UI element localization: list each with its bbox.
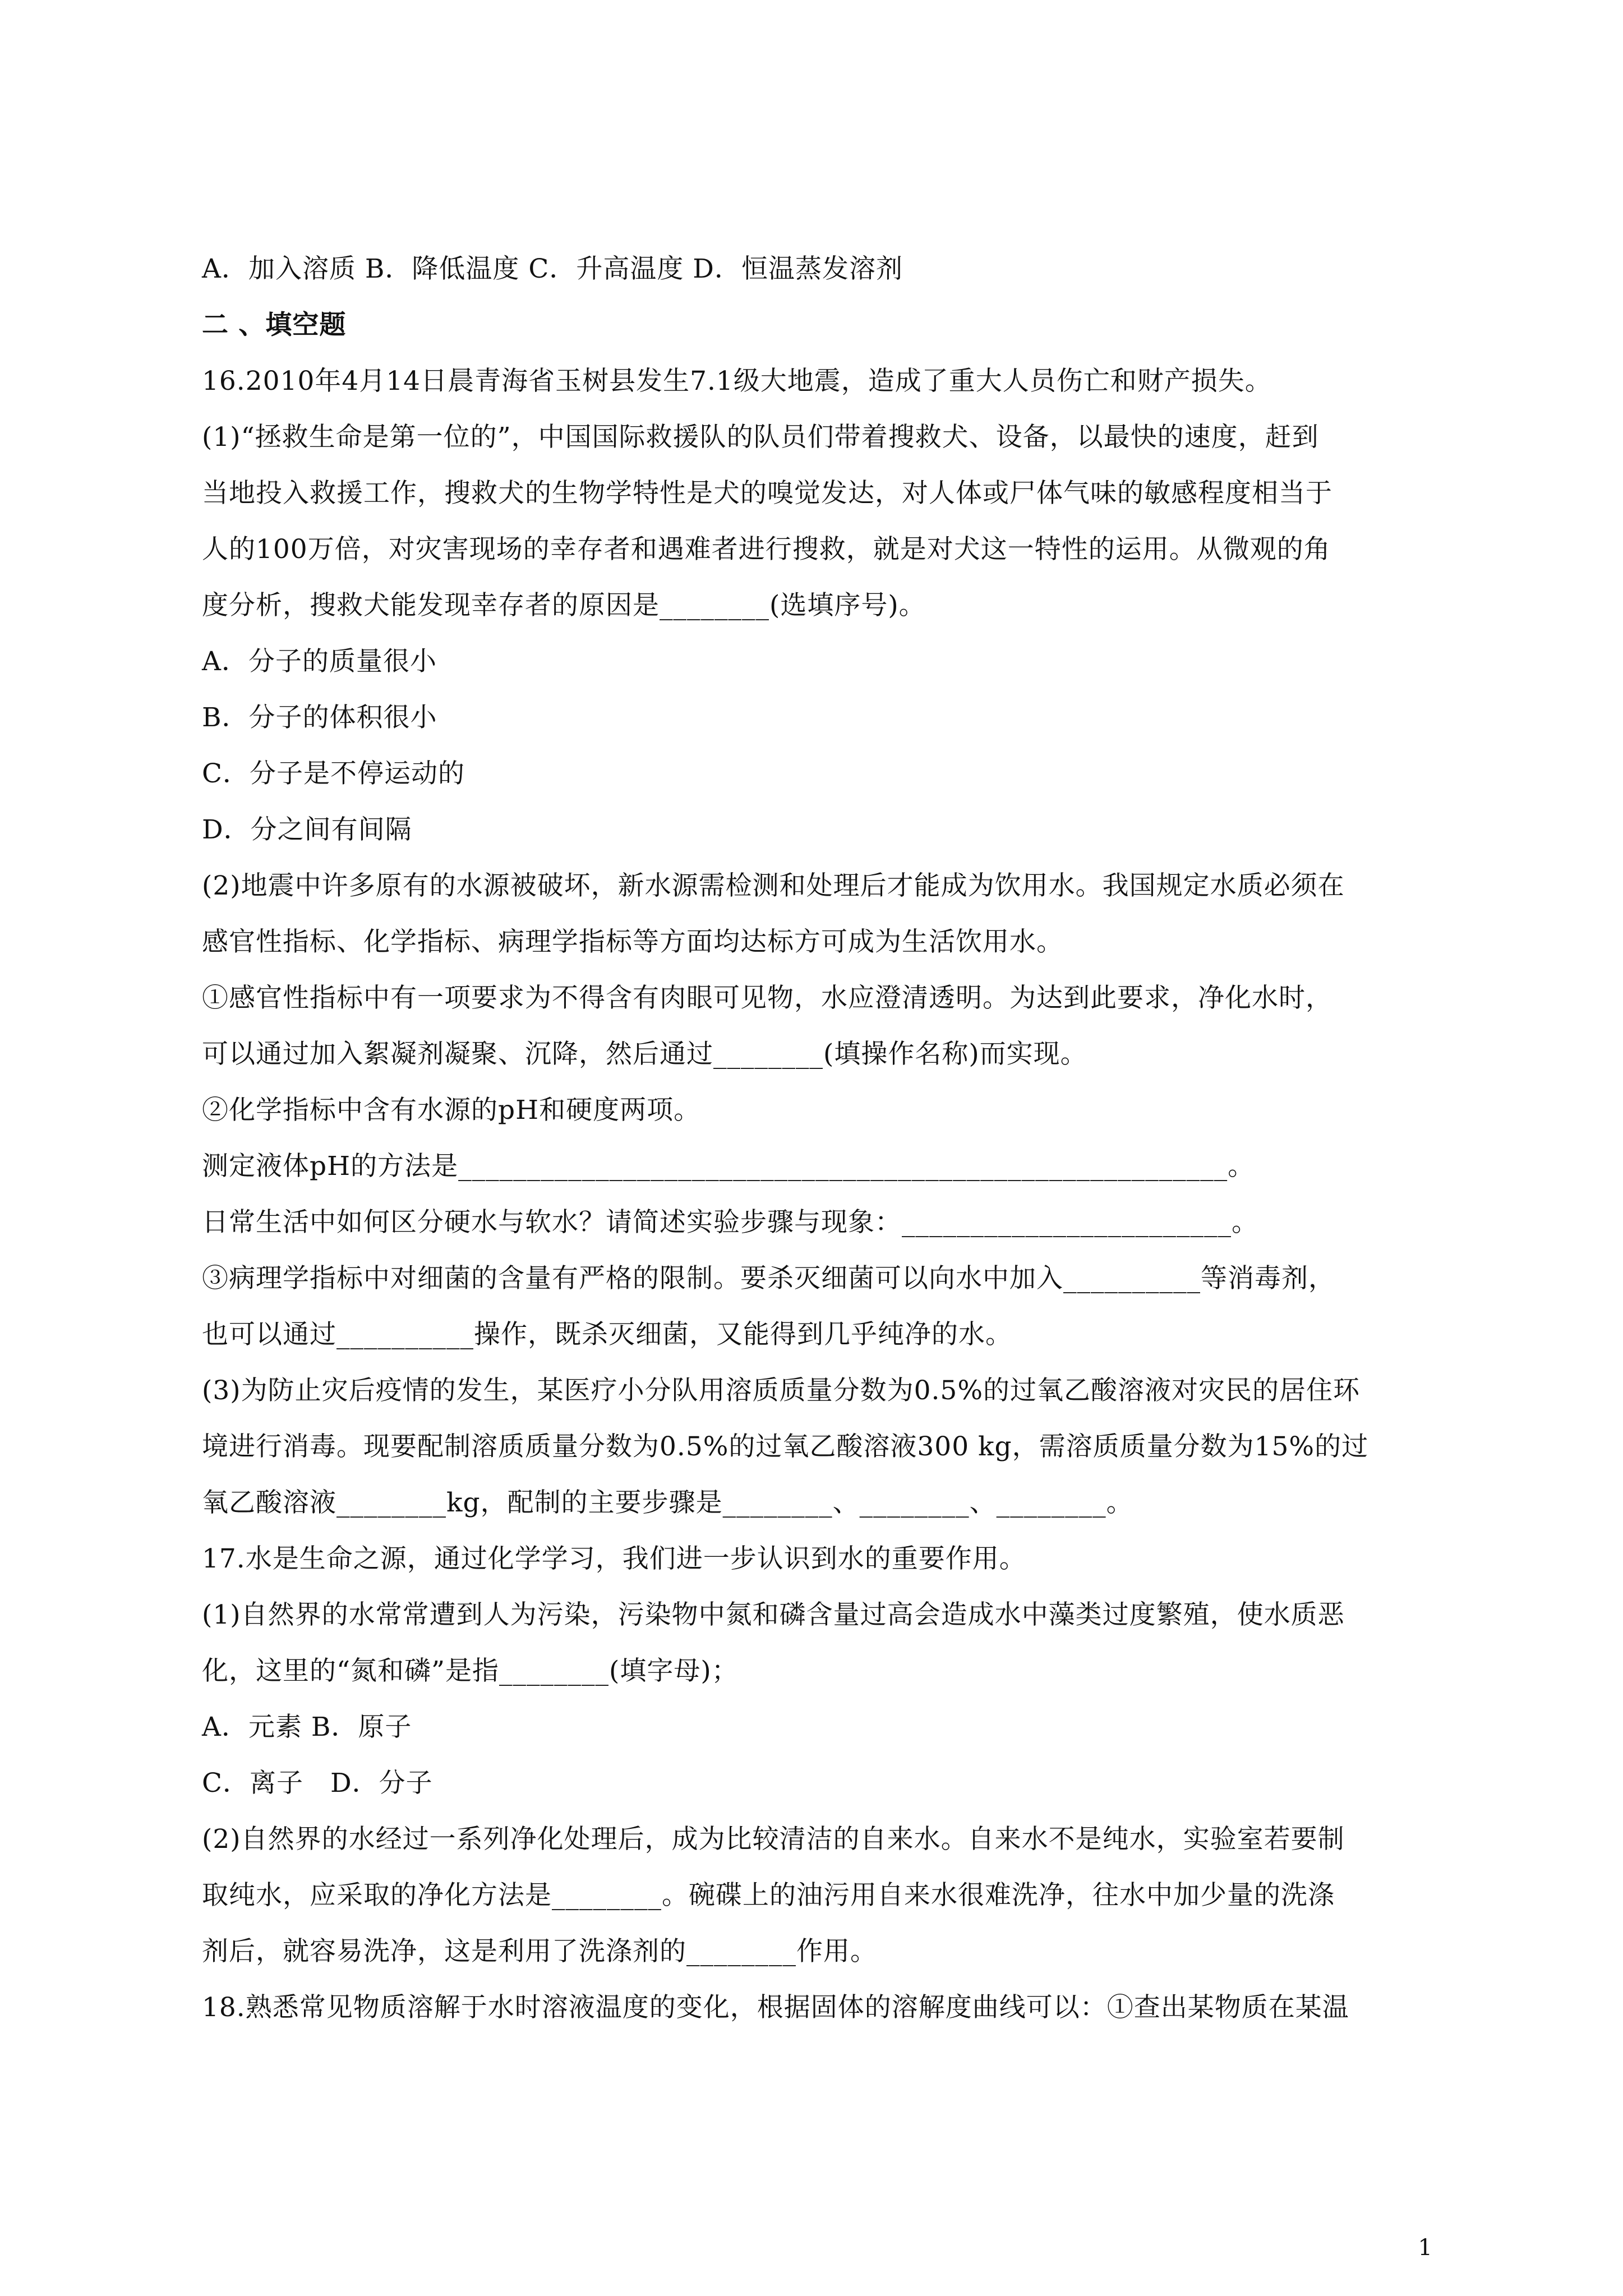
text-line: 化，这里的“氮和磷”是指________(填字母)； <box>202 1656 739 1686</box>
text-line: (1)自然界的水常常遭到人为污染，污染物中氮和磷含量过高会造成水中藻类过度繁殖，使水质恶 <box>202 1599 1345 1630</box>
option-line: C．离子 D．分子 <box>202 1768 433 1799</box>
text-line: 日常生活中如何区分硬水与软水？请简述实验步骤与现象：________________________。 <box>202 1207 1258 1238</box>
text-line: 人的100万倍，对灾害现场的幸存者和遇难者进行搜救，就是对犬这一特性的运用。从微观的角 <box>202 534 1331 565</box>
text-line: ①感官性指标中有一项要求为不得含有肉眼可见物，水应澄清透明。为达到此要求，净化水时， <box>202 983 1332 1013</box>
text-line: (2)地震中许多原有的水源被破坏，新水源需检测和处理后才能成为饮用水。我国规定水质必须在 <box>202 870 1345 901</box>
question-16-stem: 16.2010年4月14日晨青海省玉树县发生7.1级大地震，造成了重大人员伤亡和财产损失。 <box>202 366 1272 397</box>
page-number: 1 <box>1418 2235 1432 2261</box>
option-b: B．分子的体积很小 <box>202 702 437 733</box>
question-18-stem: 18.熟悉常见物质溶解于水时溶液温度的变化，根据固体的溶解度曲线可以：①查出某物质在某温 <box>202 1992 1349 2023</box>
section-heading-fill-blank: 二 、填空题 <box>202 310 347 340</box>
text-line: 剂后，就容易洗净，这是利用了洗涤剂的________作用。 <box>202 1936 877 1967</box>
text-line-option-answers: A．加入溶质 B．降低温度 C．升高温度 D．恒温蒸发溶剂 <box>202 253 903 284</box>
text-line: 氧乙酸溶液________kg，配制的主要步骤是________、________、________。 <box>202 1487 1133 1518</box>
text-line: 取纯水，应采取的净化方法是________。碗碟上的油污用自来水很难洗净，往水中加少量的洗涤 <box>202 1880 1335 1911</box>
option-a: A．分子的质量很小 <box>202 646 437 677</box>
text-line: (1)“拯救生命是第一位的”，中国国际救援队的队员们带着搜救犬、设备，以最快的速度，赶到 <box>202 422 1319 453</box>
text-line: 境进行消毒。现要配制溶质质量分数为0.5%的过氧乙酸溶液300 kg，需溶质质量分数为15%的过 <box>202 1431 1369 1462</box>
text-line: 可以通过加入絮凝剂凝聚、沉降，然后通过________(填操作名称)而实现。 <box>202 1039 1087 1069</box>
question-17-stem: 17.水是生命之源，通过化学学习，我们进一步认识到水的重要作用。 <box>202 1543 1026 1574</box>
text-line: ③病理学指标中对细菌的含量有严格的限制。要杀灭细菌可以向水中加入__________等消毒剂， <box>202 1263 1335 1294</box>
text-line: 测定液体pH的方法是________________________________________________________。 <box>202 1151 1255 1182</box>
page-content <box>202 241 1436 2036</box>
text-line: 当地投入救援工作，搜救犬的生物学特性是犬的嗅觉发达，对人体或尸体气味的敏感程度相当于 <box>202 478 1332 509</box>
text-line: ②化学指标中含有水源的pH和硬度两项。 <box>202 1095 701 1126</box>
option-d: D．分之间有间隔 <box>202 814 412 845</box>
option-line: A．元素 B．原子 <box>202 1712 412 1742</box>
text-line: (3)为防止灾后疫情的发生，某医疗小分队用溶质质量分数为0.5%的过氧乙酸溶液对灾民的居住环 <box>202 1375 1360 1406</box>
text-line: (2)自然界的水经过一系列净化处理后，成为比较清洁的自来水。自来水不是纯水，实验室若要制 <box>202 1824 1345 1855</box>
text-line: 度分析，搜救犬能发现幸存者的原因是________(选填序号)。 <box>202 590 926 621</box>
text-line: 感官性指标、化学指标、病理学指标等方面均达标方可成为生活饮用水。 <box>202 926 1063 957</box>
text-line: 也可以通过__________操作，既杀灭细菌，又能得到几乎纯净的水。 <box>202 1319 1012 1350</box>
option-c: C．分子是不停运动的 <box>202 758 465 789</box>
